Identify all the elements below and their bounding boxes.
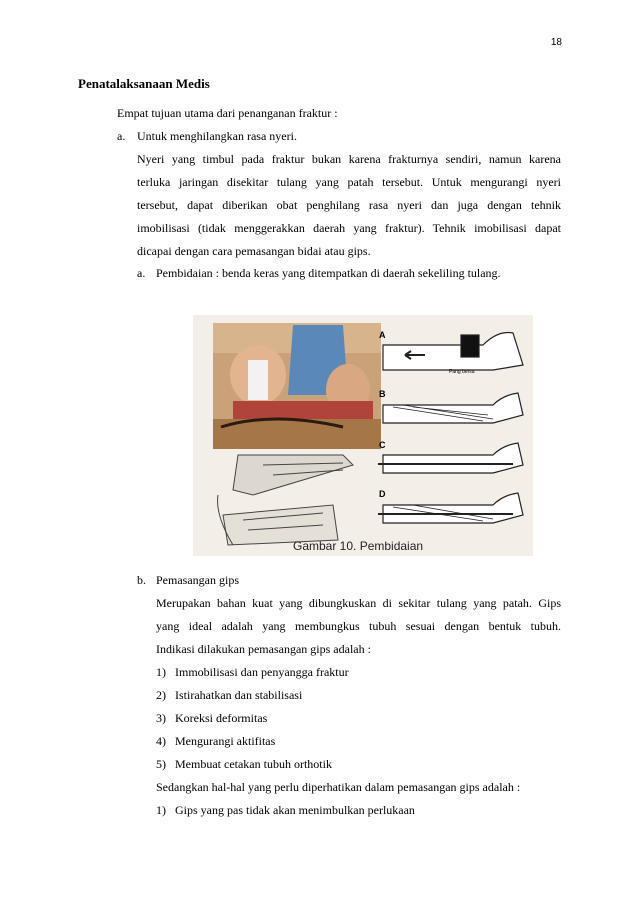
list-item: Membuat cetakan tubuh orthotik xyxy=(175,757,332,771)
section-heading: Penatalaksanaan Medis xyxy=(78,76,210,91)
item-a-para-line-3: tersebut, dapat diberikan obat penghilang rasa nyeri dan juga dengan tehnik xyxy=(137,198,561,212)
list-num: 1) xyxy=(156,665,166,679)
list-item: Immobilisasi dan penyangga fraktur xyxy=(175,665,349,679)
list-item: Mengurangi aktifitas xyxy=(175,734,276,748)
photo-splinting xyxy=(213,323,381,449)
figure-caption: Gambar 10. Pembidaian xyxy=(293,539,424,553)
sub-a-marker: a. xyxy=(137,266,146,280)
item-a-marker: a. xyxy=(117,129,126,143)
panel-label-d: D xyxy=(379,489,386,499)
item-b-marker: b. xyxy=(137,573,146,587)
panel-label-b: B xyxy=(379,389,386,399)
item-a-para-line-1: Nyeri yang timbul pada fraktur bukan karena frakturnya sendiri, namun karena xyxy=(137,152,561,166)
item-a-title: Untuk menghilangkan rasa nyeri. xyxy=(137,129,297,143)
list-num: 3) xyxy=(156,711,166,725)
item-b-para-line-2: yang ideal adalah yang membungkus tubuh sesuai dengan bentuk tubuh. xyxy=(156,619,561,633)
list-item: Istirahatkan dan stabilisasi xyxy=(175,688,303,702)
list2-num: 1) xyxy=(156,803,166,817)
list-num: 4) xyxy=(156,734,166,748)
page-number: 18 xyxy=(550,37,562,48)
small-figure-label: Pang bersa xyxy=(449,369,475,375)
item-a-para-line-5: dicapai dengan cara pemasangan bidai atau gips. xyxy=(137,244,371,258)
intro-text: Empat tujuan utama dari penanganan fraktur : xyxy=(117,106,338,120)
panel-label-a: A xyxy=(379,330,386,340)
item-a-para-line-2: terluka jaringan disekitar tulang yang patah tersebut. Untuk mengurangi nyeri xyxy=(137,175,561,189)
sedangkan-text: Sedangkan hal-hal yang perlu diperhatikan dalam pemasangan gips adalah : xyxy=(156,780,521,794)
item-b-title: Pemasangan gips xyxy=(156,573,239,587)
splinting-figure xyxy=(193,315,533,556)
item-a-para-line-4: imobilisasi (tidak menggerakkan daerah yang fraktur). Tehnik imobilisasi dapat xyxy=(137,221,561,235)
list2-item: Gips yang pas tidak akan menimbulkan perlukaan xyxy=(175,803,415,817)
list-item: Koreksi deformitas xyxy=(175,711,268,725)
indikasi-text: Indikasi dilakukan pemasangan gips adalah : xyxy=(156,642,371,656)
panel-label-c: C xyxy=(379,440,386,450)
sub-a-text: Pembidaian : benda keras yang ditempatkan di daerah sekeliling tulang. xyxy=(156,266,501,280)
list-num: 2) xyxy=(156,688,166,702)
item-b-para-line-1: Merupakan bahan kuat yang dibungkuskan di sekitar tulang yang patah. Gips xyxy=(156,596,561,610)
list-num: 5) xyxy=(156,757,166,771)
